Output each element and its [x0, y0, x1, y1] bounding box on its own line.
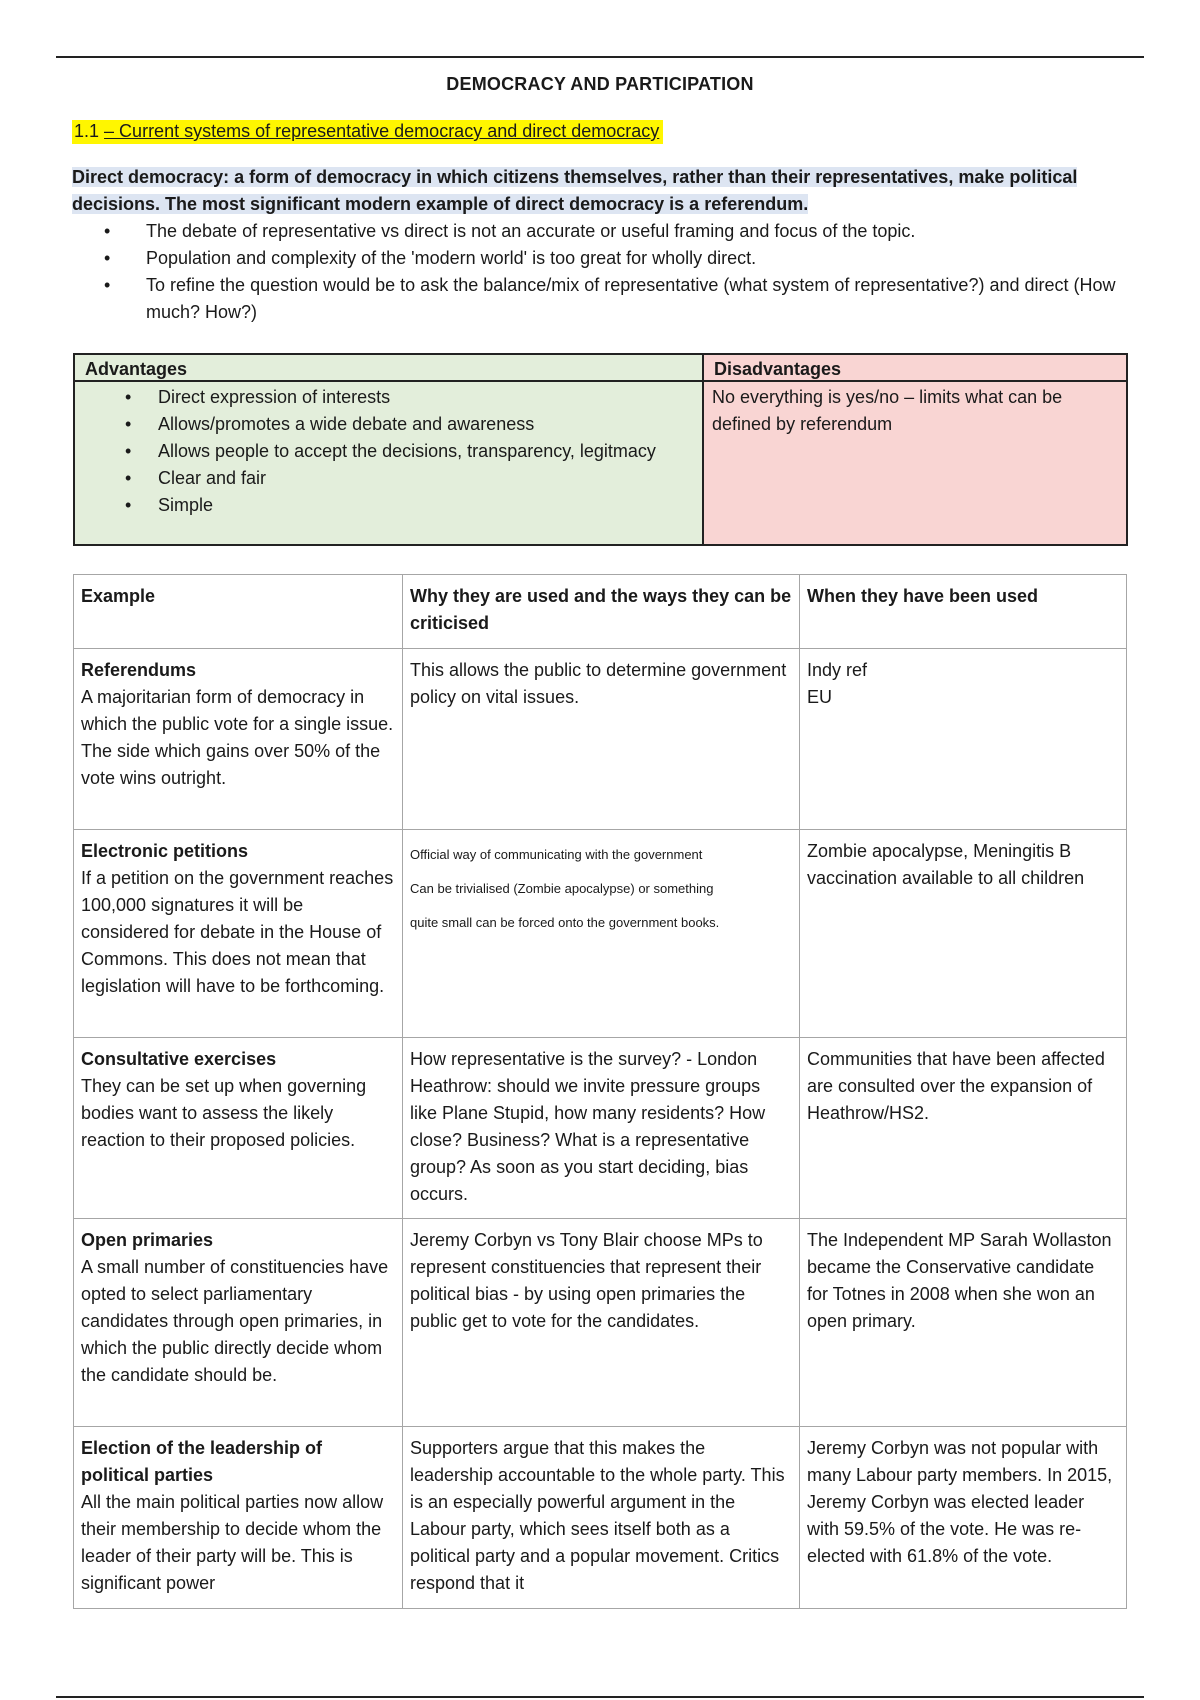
bullet-item: • The debate of representative vs direct is not an accurate or useful framing and focus of the topic. — [102, 218, 1122, 245]
table-row — [74, 1427, 1127, 1609]
advantages-list — [75, 382, 702, 519]
disadvantages-column — [704, 355, 1126, 544]
when-cell: Communities that have been affected are consulted over the expansion of Heathrow/HS2. — [800, 1038, 1127, 1219]
section-title: – Current systems of representative democracy and direct democracy — [104, 121, 660, 141]
why-cell: Jeremy Corbyn vs Tony Blair choose MPs to represent constituencies that represent their political bias - by using open primaries the public get to vote for the candidates. — [403, 1219, 800, 1427]
header-cell-why: Why they are used and the ways they can be criticised — [403, 575, 800, 649]
top-rule — [56, 56, 1144, 58]
example-name: Election of the leadership of political parties — [81, 1438, 323, 1485]
why-cell: Supporters argue that this makes the leadership accountable to the whole party. This is an especially powerful argument in the Labour party, which sees itself both as a political party and a popular movement. Critics respond that it — [403, 1427, 800, 1609]
table-row — [74, 1038, 1127, 1219]
section-number: 1.1 — [74, 121, 100, 141]
when-cell: Zombie apocalypse, Meningitis B vaccination available to all children — [800, 830, 1127, 1038]
example-cell — [74, 649, 403, 830]
example-cell — [74, 1427, 403, 1609]
example-description: A small number of constituencies have opted to select parliamentary candidates through open primaries, in which the public directly decide whom the candidate should be. — [81, 1257, 389, 1385]
example-description: A majoritarian form of democracy in which the public vote for a single issue. The side which gains over 50% of the vote wins outright. — [81, 687, 394, 788]
example-description: They can be set up when governing bodies want to assess the likely reaction to their proposed policies. — [81, 1076, 367, 1150]
table-row — [74, 649, 1127, 830]
why-cell: This allows the public to determine government policy on vital issues. — [403, 649, 800, 830]
example-description: If a petition on the government reaches 100,000 signatures it will be considered for debate in the House of Commons. This does not mean that legislation will have to be forthcoming. — [81, 868, 394, 996]
definition-text: Direct democracy: a form of democracy in which citizens themselves, rather than their representatives, make political decisions. The most significant modern example of direct democracy is a referendum. — [72, 167, 1078, 214]
advantages-column — [75, 355, 704, 544]
bullet-item: • To refine the question would be to ask the balance/mix of representative (what system of representative?) and direct (How much? How?) — [102, 272, 1122, 326]
table-header-row — [74, 575, 1127, 649]
example-name: Referendums — [81, 660, 197, 680]
disadvantages-header: Disadvantages — [704, 355, 1126, 382]
when-cell: The Independent MP Sarah Wollaston became the Conservative candidate for Totnes in 2008 when she won an open primary. — [800, 1219, 1127, 1427]
bottom-rule — [56, 1696, 1144, 1698]
example-name: Consultative exercises — [81, 1049, 277, 1069]
bullet-item: • Population and complexity of the 'modern world' is too great for wholly direct. — [102, 245, 1122, 272]
why-cell: How representative is the survey? - London Heathrow: should we invite pressure groups like Plane Stupid, how many residents? How close? Business? What is a representative group? As soon as you start deciding, bias occurs. — [403, 1038, 800, 1219]
table-row — [74, 1219, 1127, 1427]
advantages-disadvantages-table — [73, 353, 1128, 546]
advantage-item: • Allows/promotes a wide debate and awareness — [121, 411, 702, 438]
header-cell-when: When they have been used — [800, 575, 1127, 649]
example-name: Electronic petitions — [81, 841, 249, 861]
table-row — [74, 830, 1127, 1038]
advantage-item: • Allows people to accept the decisions, transparency, legitmacy — [121, 438, 702, 465]
page-title: DEMOCRACY AND PARTICIPATION — [446, 74, 754, 94]
disadvantage-text: No everything is yes/no – limits what can be defined by referendum — [712, 387, 1063, 434]
advantage-item: • Clear and fair — [121, 465, 702, 492]
example-description: All the main political parties now allow their membership to decide whom the leader of their party will be. This is significant power — [81, 1492, 384, 1593]
section-heading — [72, 120, 663, 144]
header-cell-example: Example — [74, 575, 403, 649]
when-cell: Jeremy Corbyn was not popular with many Labour party members. In 2015, Jeremy Corbyn was elected leader with 59.5% of the vote. He was re-elected with 61.8% of the vote. — [800, 1427, 1127, 1609]
advantage-item: • Simple — [121, 492, 702, 519]
why-cell: Official way of communicating with the government Can be trivialised (Zombie apocalypse) or something quite small can be forced onto the government books. — [403, 830, 800, 1038]
intro-bullet-list — [102, 218, 1122, 326]
example-cell — [74, 1038, 403, 1219]
when-cell: Indy ref EU — [800, 649, 1127, 830]
examples-table — [73, 574, 1127, 1609]
definition-paragraph — [72, 164, 1112, 218]
advantages-header: Advantages — [75, 355, 702, 382]
example-cell — [74, 1219, 403, 1427]
example-name: Open primaries — [81, 1230, 214, 1250]
advantage-item: • Direct expression of interests — [121, 384, 702, 411]
example-cell — [74, 830, 403, 1038]
